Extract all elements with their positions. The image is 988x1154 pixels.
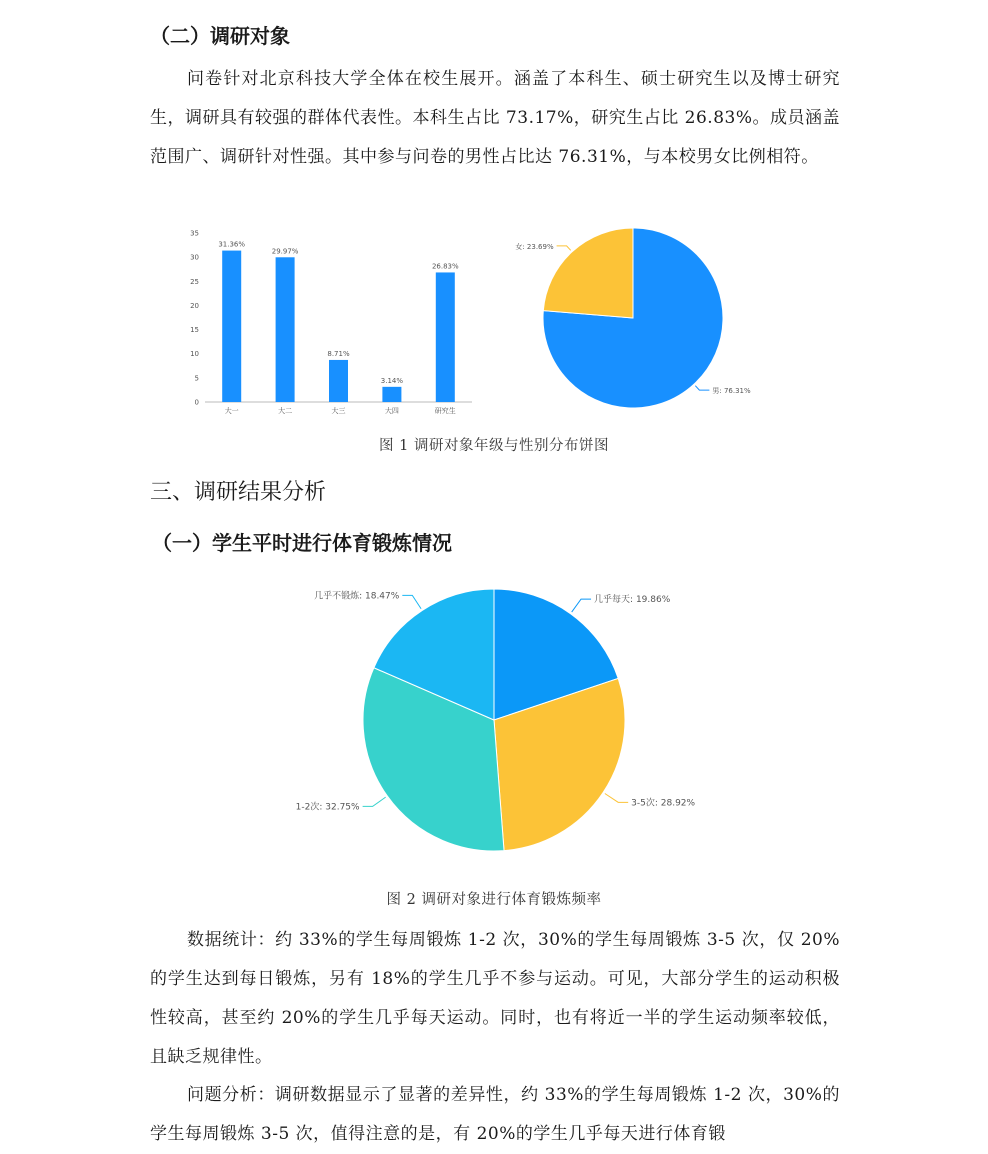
paragraph-data-stats: 数据统计：约 33%的学生每周锻炼 1-2 次，30%的学生每周锻炼 3-5 次，仅 20%的学生达到每日锻炼，另有 18%的学生几乎不参与运动。可见，大部分学生的运动积极性较高，甚至约 20%的学生几乎每天运动。同时，也有将近一半的学生运动频率较低，且缺乏规律性。: [150, 930, 840, 1067]
y-tick-label: 5: [194, 374, 199, 383]
bar: [382, 387, 401, 402]
y-tick-label: 25: [190, 277, 199, 286]
figure2-caption: 图 2 调研对象进行体育锻炼频率: [386, 892, 602, 908]
gender-pie-chart: [510, 222, 760, 412]
pie-slice-label: 几乎不锻炼: 18.47%: [314, 591, 400, 602]
pie-slice-label: 1-2次: 32.75%: [295, 802, 360, 813]
y-tick-label: 10: [190, 350, 199, 359]
x-tick-label: 大四: [384, 407, 399, 415]
bar-value-label: 26.83%: [431, 262, 459, 271]
pie-slice-label: 女: 23.69%: [515, 242, 554, 251]
bar-value-label: 8.71%: [327, 349, 350, 358]
pie-leader-line: [572, 599, 591, 612]
y-tick-label: 20: [190, 301, 199, 310]
section3-1-heading: （一）学生平时进行体育锻炼情况: [152, 531, 452, 555]
bar-value-label: 29.97%: [271, 247, 299, 256]
pie-leader-line: [402, 595, 421, 608]
paragraph-problem-analysis: 问题分析：调研数据显示了显著的差异性，约 33%的学生每周锻炼 1-2 次，30%的学生每周锻炼 3-5 次，值得注意的是，有 20%的学生几乎每天进行体育锻: [150, 1085, 840, 1144]
x-tick-label: 研究生: [434, 407, 456, 415]
x-tick-label: 大二: [278, 407, 293, 415]
pie-slice-label: 男: 76.31%: [712, 387, 751, 396]
bar: [329, 360, 348, 402]
pie-leader-line: [557, 246, 571, 250]
pie-leader-line: [695, 386, 709, 390]
bar-value-label: 31.36%: [218, 240, 246, 249]
bar-value-label: 3.14%: [380, 376, 404, 385]
y-tick-label: 0: [194, 398, 199, 407]
pie-slice-label: 几乎每天: 19.86%: [594, 595, 671, 606]
grade-bar-chart: [180, 225, 480, 420]
bar: [222, 251, 241, 402]
pie-leader-line: [363, 797, 386, 806]
pie-leader-line: [605, 794, 628, 803]
y-tick-label: 15: [190, 326, 199, 335]
y-tick-label: 30: [190, 253, 199, 262]
exercise-frequency-pie-chart: [280, 580, 710, 860]
x-tick-label: 大三: [331, 407, 346, 415]
bar: [436, 272, 455, 402]
pie-slice: [543, 228, 633, 318]
figure1-caption: 图 1 调研对象年级与性别分布饼图: [379, 438, 609, 454]
section-heading-target: （二）调研对象: [150, 24, 290, 48]
x-tick-label: 大一: [224, 407, 239, 415]
section3-heading: 三、调研结果分析: [150, 480, 327, 505]
y-tick-label: 35: [190, 229, 199, 238]
paragraph-target-description: 问卷针对北京科技大学全体在校生展开。涵盖了本科生、硕士研究生以及博士研究生，调研具有较强的群体代表性。本科生占比 73.17%，研究生占比 26.83%。成员涵盖范围广、调研针对性强。其中参与问卷的男性占比达 76.31%，与本校男女比例相符。: [150, 69, 840, 167]
pie-slice-label: 3-5次: 28.92%: [631, 798, 696, 809]
bar: [276, 257, 295, 402]
